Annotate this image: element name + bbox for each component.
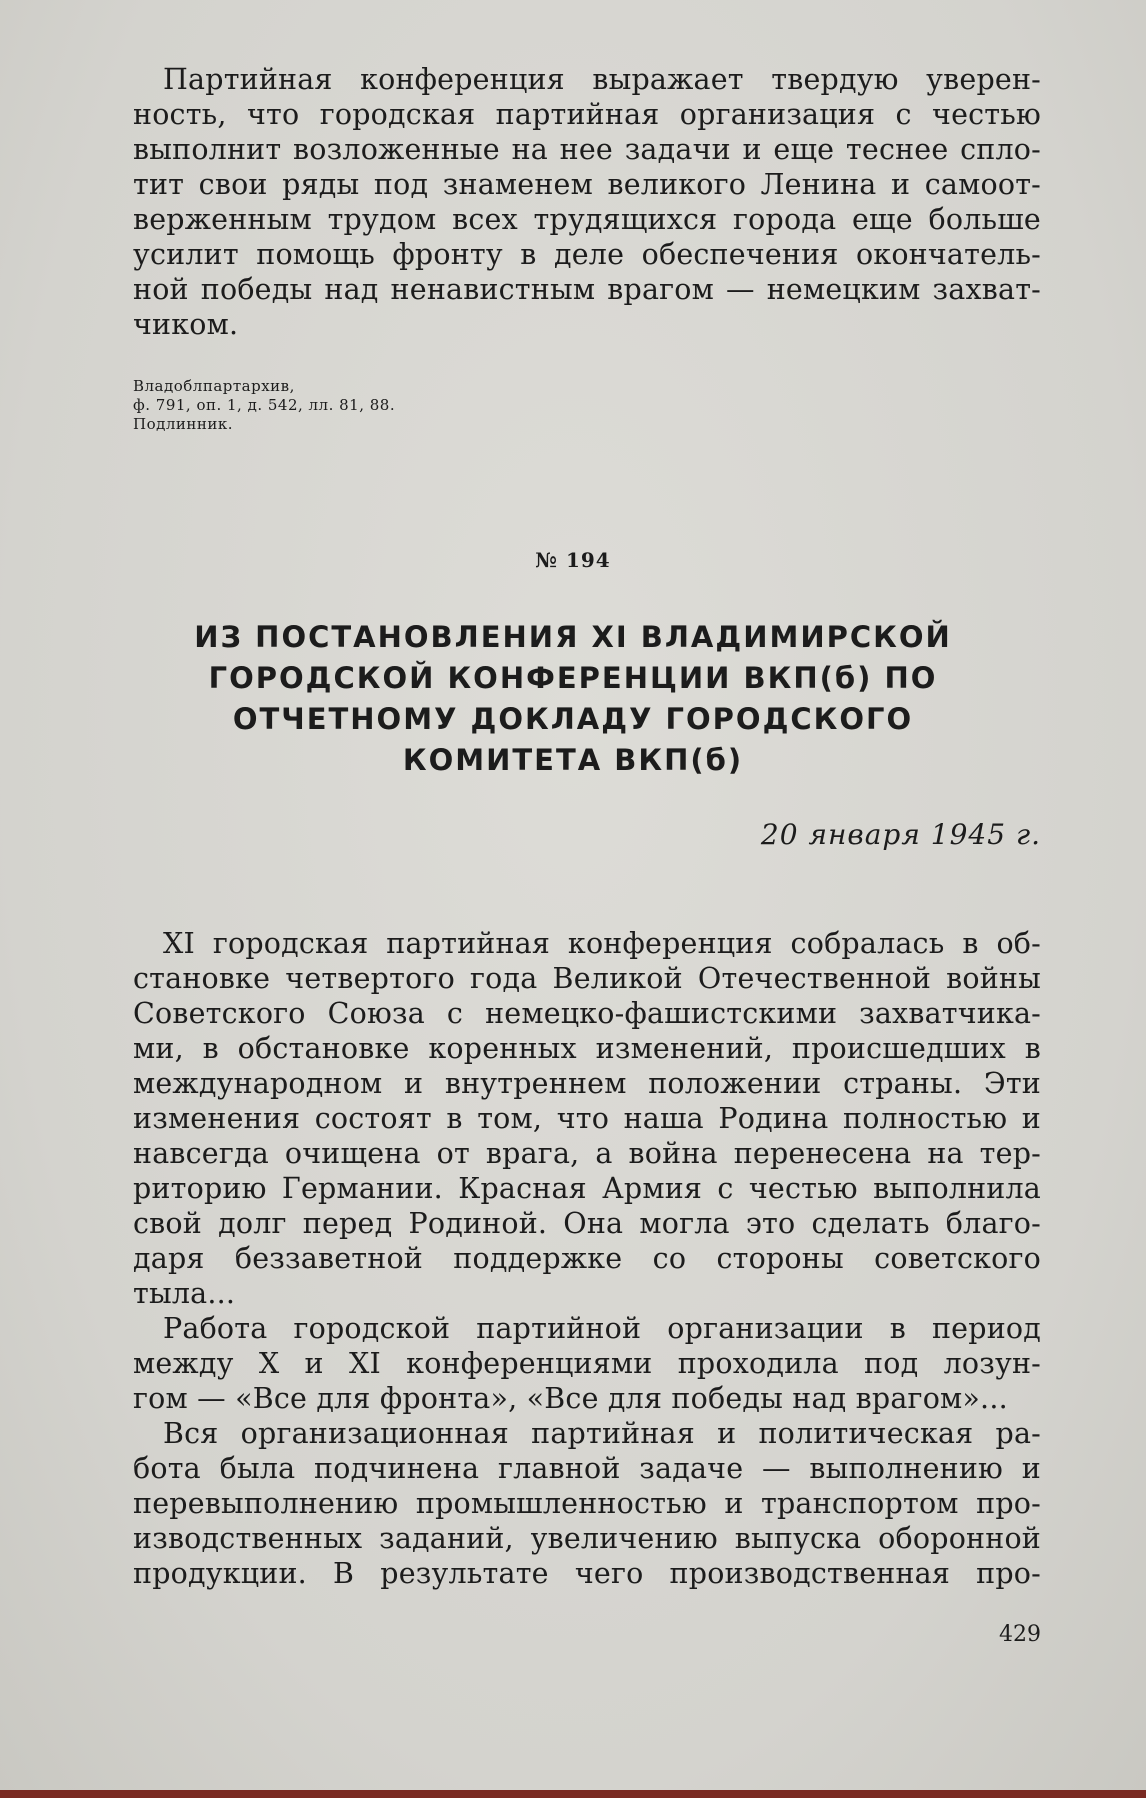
text-line: становке четвертого года Великой Отечественной войны [133, 962, 1041, 995]
text-line: бота была подчинена главной задаче — выполнению и [133, 1452, 1041, 1485]
text-line: Работа городской партийной организации в период [163, 1312, 1041, 1345]
document-title [0, 617, 1146, 781]
text-line: международном и внутреннем положении страны. Эти [133, 1067, 1041, 1100]
body-paragraph-3 [133, 1416, 1041, 1591]
text-line: выполнит возложенные на нее задачи и еще теснее спло- [133, 133, 1041, 166]
text-line: изводственных заданий, увеличению выпуска оборонной [133, 1522, 1041, 1555]
text-line: перевыполнению промышленностью и транспортом про- [133, 1487, 1041, 1520]
text-line: риторию Германии. Красная Армия с честью выполнила [133, 1172, 1041, 1205]
title-line: ГОРОДСКОЙ КОНФЕРЕНЦИИ ВКП(б) ПО [208, 661, 938, 695]
top-paragraph [133, 62, 1041, 342]
document-number: № 194 [535, 548, 611, 572]
archive-name: Владоблпартархив, [133, 377, 295, 395]
title-line: ОТЧЕТНОМУ ДОКЛАДУ ГОРОДСКОГО [232, 702, 914, 736]
text-line: навсегда очищена от врага, а война перенесена на тер- [133, 1137, 1041, 1170]
title-line: КОМИТЕТА ВКП(б) [402, 743, 744, 777]
archive-reference: ф. 791, оп. 1, д. 542, лл. 81, 88. [133, 396, 396, 414]
text-line: ность, что городская партийная организация с честью [133, 98, 1041, 131]
archive-note: Подлинник. [133, 415, 234, 433]
text-line: Советского Союза с немецко-фашистскими захватчика- [133, 997, 1041, 1030]
text-line: XI городская партийная конференция собралась в об- [163, 927, 1041, 960]
text-line: продукции. В результате чего производственная про- [133, 1557, 1041, 1590]
text-line: между X и XI конференциями проходила под лозун- [133, 1347, 1041, 1380]
title-line: ИЗ ПОСТАНОВЛЕНИЯ XI ВЛАДИМИРСКОЙ [194, 620, 952, 654]
text-line: свой долг перед Родиной. Она могла это сделать благо- [133, 1207, 1041, 1240]
text-line: изменения состоят в том, что наша Родина полностью и [133, 1102, 1041, 1135]
text-line: чиком. [133, 308, 239, 341]
text-line: гом — «Все для фронта», «Все для победы над врагом»... [133, 1382, 1008, 1415]
text-line: верженным трудом всех трудящихся города еще больше [133, 203, 1041, 236]
document-date: 20 января 1945 г. [760, 818, 1041, 851]
body-paragraph-1 [133, 926, 1041, 1311]
book-edge [0, 1790, 1146, 1798]
text-line: усилит помощь фронту в деле обеспечения окончатель- [133, 238, 1041, 271]
text-line: даря беззаветной поддержке со стороны советского [133, 1242, 1041, 1275]
text-line: ной победы над ненавистным врагом — немецким захват- [133, 273, 1041, 306]
archive-source [133, 377, 395, 434]
body-paragraph-2 [133, 1311, 1041, 1416]
text-line: тыла... [133, 1277, 236, 1310]
text-line: тит свои ряды под знаменем великого Ленина и самоот- [133, 168, 1041, 201]
page-number: 429 [999, 1622, 1041, 1647]
text-line: ми, в обстановке коренных изменений, происшедших в [133, 1032, 1041, 1065]
text-line: Партийная конференция выражает твердую уверен- [163, 63, 1041, 96]
text-line: Вся организационная партийная и политическая ра- [163, 1417, 1041, 1450]
